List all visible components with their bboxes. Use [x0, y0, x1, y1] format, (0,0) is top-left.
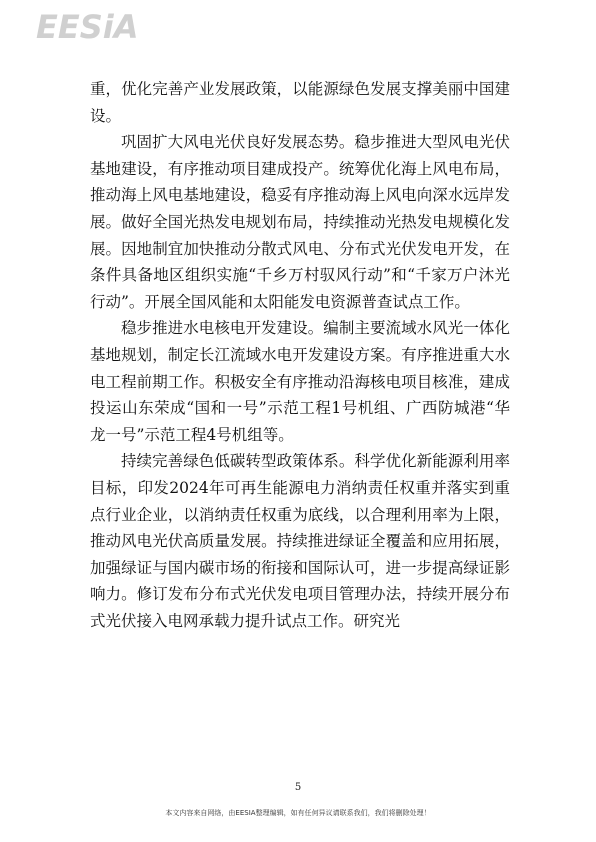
- paragraph-hydro-nuclear: 稳步推进水电核电开发建设。编制主要流域水风光一体化基地规划，制定长江流域水电开发建设方案。有序推进重大水电工程前期工作。积极安全有序推动沿海核电项目核准，建成投运山东荣成“国和一号”示范工程1号机组、广西防城港“华龙一号”示范工程4号机组等。: [90, 319, 510, 444]
- paragraph-wind-solar: 巩固扩大风电光伏良好发展态势。稳步推进大型风电光伏基地建设，有序推动项目建成投产。统筹优化海上风电布局，推动海上风电基地建设，稳妥有序推动海上风电向深水远岸发展。做好全国光热发电规划布局，持续推动光热发电规模化发展。因地制宜加快推动分散式风电、分布式光伏发电开发，在条件具备地区组织实施“千乡万村驭风行动”和“千家万户沐光行动”。开展全国风能和太阳能发电资源普查试点工作。: [90, 133, 510, 311]
- paragraph-continued: 重，优化完善产业发展政策，以能源绿色发展支撑美丽中国建设。: [90, 80, 510, 125]
- document-body: [90, 76, 510, 634]
- paragraph-policy: 持续完善绿色低碳转型政策体系。科学优化新能源利用率目标，印发2024年可再生能源电力消纳责任权重并落实到重点行业企业，以消纳责任权重为底线，以合理利用率为上限，推动风电光伏高质量发展。持续推进绿证全覆盖和应用拓展，加强绿证与国内碳市场的衔接和国际认可，进一步提高绿证影响力。修订发布分布式光伏发电项目管理办法，持续开展分布式光伏接入电网承载力提升试点工作。研究光: [90, 452, 510, 630]
- page-number: 5: [294, 782, 302, 793]
- footer-disclaimer: 本文内容来自网络，由EESIA整理编辑，如有任何异议请联系我们，我们将删除处理！: [165, 809, 431, 817]
- eesia-logo: EESiA: [36, 8, 139, 46]
